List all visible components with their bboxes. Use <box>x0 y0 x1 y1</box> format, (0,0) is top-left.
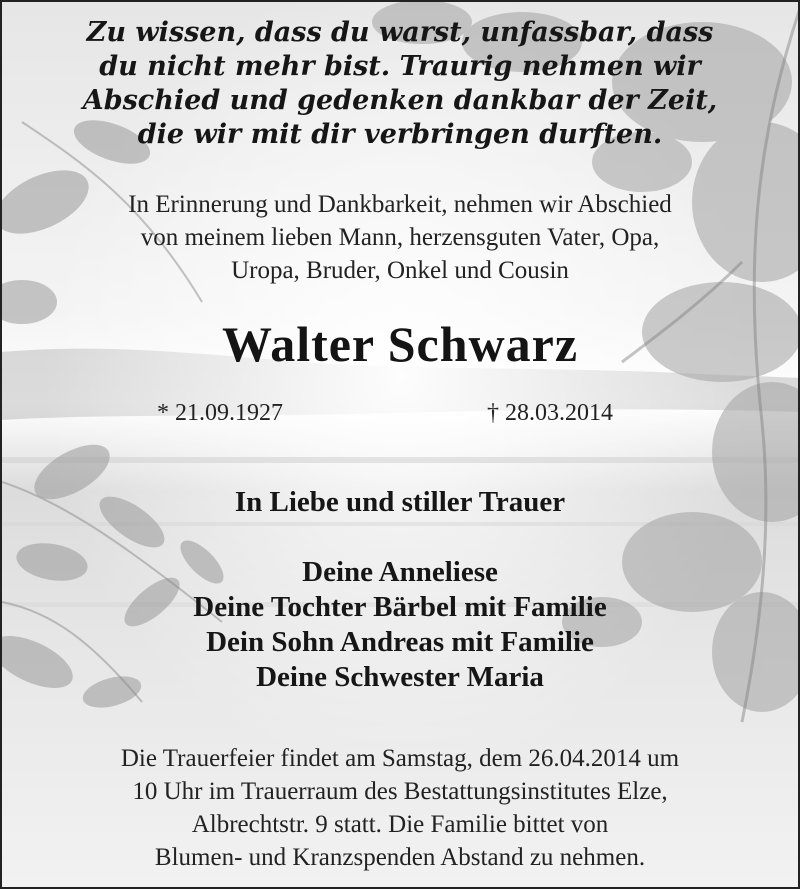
intro-line: In Erinnerung und Dankbarkeit, nehmen wir Abschied <box>128 191 672 218</box>
intro-line: von meinem lieben Mann, herzensguten Vater, Opa, <box>140 224 660 251</box>
memorial-quote <box>22 16 778 152</box>
intro-text <box>22 188 778 287</box>
mourners-list <box>2 555 798 695</box>
mourner-name: Deine Tochter Bärbel mit Familie <box>193 591 607 623</box>
quote-line: Zu wissen, dass du warst, unfassbar, dass <box>86 17 714 48</box>
mourner-name: Deine Schwester Maria <box>256 661 544 693</box>
mourner-name: Deine Anneliese <box>302 556 498 588</box>
funeral-line: Blumen- und Kranzspenden Abstand zu nehmen. <box>154 844 646 871</box>
quote-line: Abschied und gedenken dankbar der Zeit, <box>82 85 718 116</box>
birth-date: * 21.09.1927 <box>157 400 283 426</box>
intro-line: Uropa, Bruder, Onkel und Cousin <box>231 257 569 284</box>
quote-line: du nicht mehr bist. Traurig nehmen wir <box>99 51 701 82</box>
funeral-line: 10 Uhr im Trauerraum des Bestattungsinstitutes Elze, <box>132 778 668 805</box>
death-date: † 28.03.2014 <box>487 400 613 426</box>
mourning-heading: In Liebe und stiller Trauer <box>234 486 566 518</box>
mourner-name: Dein Sohn Andreas mit Familie <box>206 626 594 658</box>
funeral-line: Albrechtstr. 9 statt. Die Familie bittet von <box>191 811 609 838</box>
funeral-info <box>22 742 778 874</box>
funeral-line: Die Trauerfeier findet am Samstag, dem 26.04.2014 um <box>120 745 680 772</box>
notice-content <box>2 2 798 887</box>
deceased-name: Walter Schwarz <box>221 316 579 372</box>
quote-line: die wir mit dir verbringen durften. <box>137 119 663 150</box>
